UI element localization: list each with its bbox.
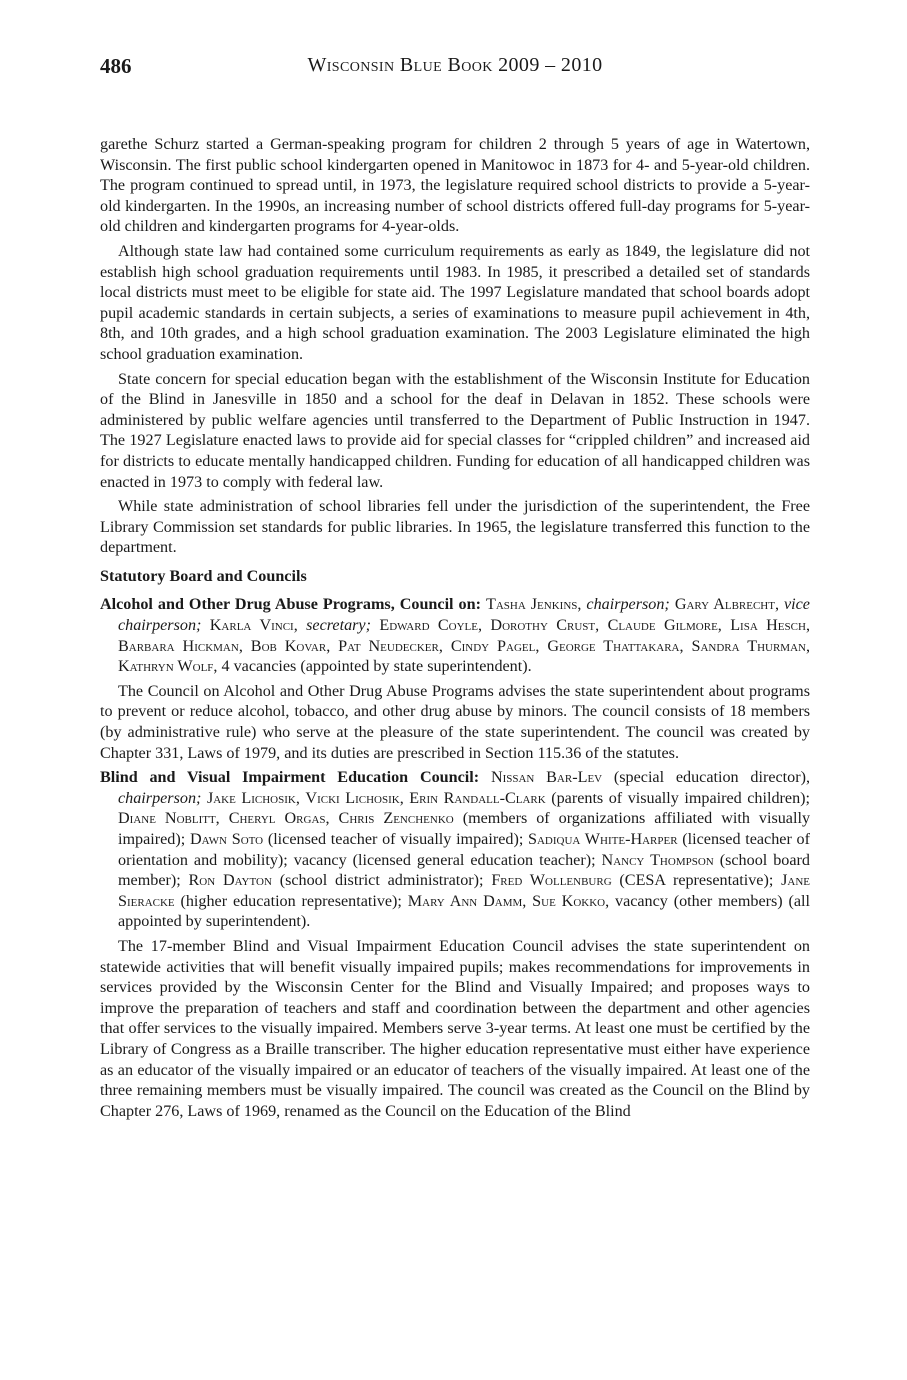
member-role: chairperson; — [118, 789, 202, 807]
separator: , — [325, 810, 339, 828]
council-entry-bvie — [100, 768, 810, 933]
member-name: George Thattakara — [547, 637, 680, 655]
council-title: Alcohol and Other Drug Abuse Programs, Council on: — [100, 596, 481, 614]
council-description-bvie: The 17-member Blind and Visual Impairment Education Council advises the state superintendent on statewide activities that will benefit visually impaired pupils; makes recommendations for improvements in services provided by the Wisconsin Center for the Blind and Visually Impaired; and proposes ways to improve the preparation of teachers and staff and coordination between the department and other agencies that offer services to the visually impaired. Members serve 3-year terms. At least one must be certified by the Library of Congress as a Braille transcriber. The higher education representative must either have experience as an educator of the visually impaired or an educator of teachers of the visually impaired. At least one of the three remaining members must be visually impaired. The council was created as the Council on the Blind by Chapter 276, Laws of 1969, renamed as the Council on the Education of the Blind — [100, 937, 810, 1120]
council-description-aoda: The Council on Alcohol and Other Drug Abuse Programs advises the state superintendent about programs to prevent or reduce alcohol, tobacco, and other drug abuse by minors. The council consists of 18 members (by administrative rule) who serve at the pleasure of the state superintendent. The council was created by Chapter 331, Laws of 1979, and its duties are prescribed in Section 115.36 of the statutes. — [100, 682, 810, 762]
separator: , — [595, 617, 608, 635]
separator: , — [326, 637, 339, 655]
member-name: Jane Sieracke — [118, 872, 810, 910]
member-name: Nancy Thompson — [601, 851, 714, 869]
member-name: Nissan Bar-Lev — [490, 769, 603, 787]
member-role: secretary; — [306, 617, 371, 635]
member-role: chairperson; — [586, 596, 670, 614]
member-name: Lisa Hesch — [730, 617, 806, 635]
member-name: Karla Vinci — [209, 617, 294, 635]
member-name: Barbara Hickman — [118, 637, 239, 655]
separator: , — [293, 617, 307, 635]
separator: , — [478, 617, 491, 635]
member-name: Sandra Thurman — [691, 637, 806, 655]
paragraph-special-education: State concern for special education began with the establishment of the Wisconsin Institute for Education of the Blind in Janesville in 1850 and a school for the deaf in Delavan in 1852. These schools were administered by public welfare agencies until transferred to the Department of Public Instruction in 1947. The 1927 Legislature enacted laws to provide aid for special classes for “crippled children” and increased aid for districts to educate mentally handicapped children. Funding for education of all handicapped children was enacted in 1973 to comply with federal law. — [100, 370, 810, 491]
separator: , — [577, 596, 587, 614]
paragraph-graduation: Although state law had contained some curriculum requirements as early as 1849, the legislature did not establish high school graduation requirements until 1983. In 1985, it prescribed a detailed set of standards local districts must meet to be eligible for state aid. The 1997 Legislature mandated that school boards adopt pupil academic standards in certain subjects, a series of examinations to measure pupil achievement in 4th, 8th, and 10th grades, and a high school graduation examination. The 2003 Legislature eliminated the high school graduation examination. — [100, 242, 810, 363]
member-detail: (licensed teacher of orientation and mobility); vacancy (licensed general education teacher); — [118, 831, 810, 869]
member-name: Fred Wollenburg — [491, 872, 612, 890]
member-name: Cheryl Orgas — [228, 810, 326, 828]
member-name: Cindy Pagel — [450, 637, 536, 655]
separator: , — [805, 617, 810, 635]
separator: , — [679, 637, 692, 655]
member-name: Chris Zenchenko — [338, 810, 454, 828]
member-name: Gary Albrecht — [674, 596, 775, 614]
member-name: Edward Coyle — [379, 617, 478, 635]
section-heading: Statutory Board and Councils — [100, 567, 307, 585]
page-body — [100, 135, 810, 1122]
entry-tail: , vacancy (other members) (all appointed by superintendent). — [118, 892, 811, 931]
member-name: Ron Dayton — [188, 872, 272, 890]
entry-tail: , 4 vacancies (appointed by state superintendent). — [213, 658, 532, 676]
member-detail: (school board member); — [118, 851, 810, 890]
member-detail: (higher education representative); — [174, 892, 408, 910]
separator: , — [238, 637, 251, 655]
member-detail: (parents of visually impaired children); — [545, 789, 811, 807]
separator: , — [399, 789, 410, 807]
member-name: Dorothy Crust — [490, 617, 596, 635]
page-header — [100, 54, 810, 80]
member-name: Vicki Lichosik — [305, 789, 400, 807]
member-detail: (CESA representative); — [611, 872, 782, 890]
paragraph-libraries: While state administration of school libraries fell under the jurisdiction of the superintendent, the Free Library Commission set standards for public libraries. In 1965, the legislature transferred this function to the department. — [100, 498, 810, 557]
separator: , — [438, 637, 451, 655]
member-name: Pat Neudecker — [338, 637, 439, 655]
member-name: Jake Lichosik — [206, 789, 296, 807]
member-name: Mary Ann Damm — [407, 892, 523, 910]
member-role: vice chairperson; — [118, 596, 810, 635]
member-detail: (school district administrator); — [271, 872, 492, 890]
member-name: Bob Kovar — [250, 637, 327, 655]
running-title: Wisconsin Blue Book 2009 – 2010 — [307, 54, 603, 76]
member-name: Dawn Soto — [189, 831, 264, 848]
member-name: Diane Noblitt — [118, 810, 216, 828]
separator: , — [805, 637, 811, 655]
member-name: Claude Gilmore — [607, 617, 718, 635]
page-number: 486 — [100, 54, 132, 78]
separator: , — [774, 596, 784, 614]
member-detail: (special education director), — [602, 769, 810, 787]
paragraph-kindergarten: garethe Schurz started a German-speaking program for children 2 through 5 years of age in Watertown, Wisconsin. The first public school kindergarten opened in Manitowoc in 1873 for 4- and 5-year-old children. The program continued to spread until, in 1973, the legislature required school districts to provide a 5-year-old kindergarten. In the 1990s, an increasing number of school districts offered full-day programs for 5-year-old children and kindergarten programs for 4-year-olds. — [100, 136, 810, 236]
separator: , — [522, 892, 533, 910]
separator — [201, 617, 209, 634]
member-name: Sue Kokko — [532, 892, 606, 910]
council-title: Blind and Visual Impairment Education Council: — [100, 769, 480, 787]
member-name: Kathryn Wolf — [118, 658, 214, 676]
member-detail: (members of organizations affiliated with visually impaired); — [118, 810, 811, 848]
separator: , — [215, 810, 229, 828]
member-detail: (licensed teacher of visually impaired); — [263, 831, 529, 848]
separator: , — [535, 637, 548, 655]
separator: , — [295, 789, 306, 807]
member-name: Sadiqua White-Harper — [528, 831, 678, 848]
council-entry-aoda — [100, 595, 810, 677]
member-name: Erin Randall-Clark — [409, 789, 546, 807]
separator: , — [717, 617, 731, 635]
member-name: Tasha Jenkins — [485, 596, 578, 614]
